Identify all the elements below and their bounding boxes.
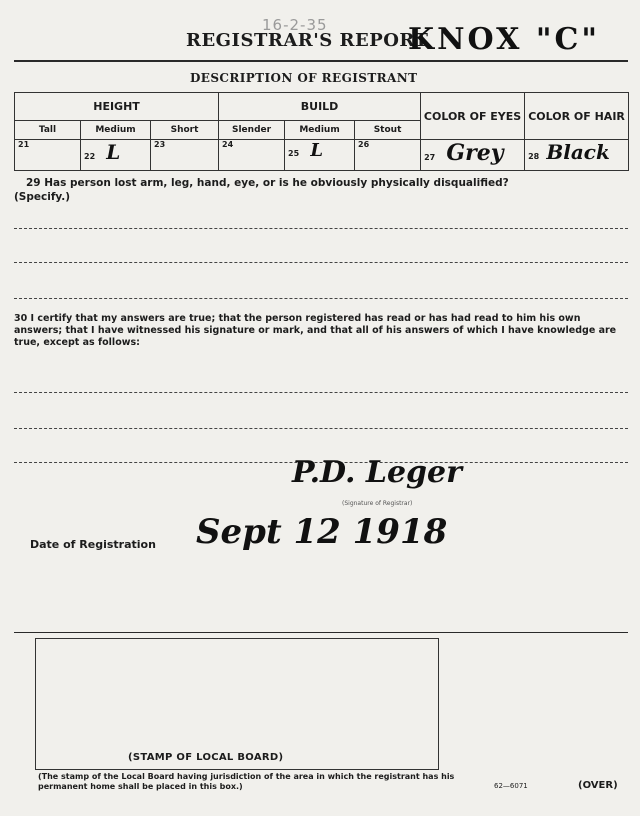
medium-height-answer: L: [106, 140, 121, 164]
question-29-specify: (Specify.): [14, 191, 71, 203]
stamp-label: (STAMP OF LOCAL BOARD): [128, 752, 284, 763]
description-table: [14, 92, 629, 171]
tall-header: Tall: [15, 121, 81, 140]
field-number: 24: [222, 140, 234, 149]
section-title: DESCRIPTION OF REGISTRANT: [190, 71, 418, 85]
hair-color-answer: Black: [546, 140, 610, 164]
eye-color-header: COLOR OF EYES: [421, 93, 525, 140]
stout-cell: [355, 140, 421, 171]
field-number: 27: [424, 153, 436, 162]
over-label: (OVER): [578, 780, 618, 791]
stamp-box: [35, 638, 439, 770]
field-number: 23: [154, 140, 166, 149]
slender-cell: [219, 140, 285, 171]
medium-build-header: Medium: [285, 121, 355, 140]
hair-color-header: COLOR OF HAIR: [525, 93, 629, 140]
tall-cell: [15, 140, 81, 171]
slender-header: Slender: [219, 121, 285, 140]
answer-line: [14, 428, 628, 429]
stamp-number: 16-2-35: [262, 16, 328, 34]
height-header: HEIGHT: [15, 93, 219, 121]
signature-caption: (Signature of Registrar): [342, 500, 413, 507]
short-header: Short: [151, 121, 219, 140]
medium-build-answer: L: [310, 140, 323, 161]
registrant-name-stamp: KNOX "C": [408, 22, 600, 57]
registration-date: Sept 12 1918: [196, 512, 448, 552]
registrar-signature: P.D. Leger: [292, 455, 462, 490]
answer-line: [14, 262, 628, 263]
field-number: 21: [18, 140, 30, 149]
date-label: Date of Registration: [30, 538, 156, 551]
page-title: REGISTRAR'S REPORT: [186, 30, 429, 51]
short-cell: [151, 140, 219, 171]
build-header: BUILD: [219, 93, 421, 121]
eye-color-answer: Grey: [446, 140, 504, 166]
stamp-note: (The stamp of the Local Board having jurisdiction of the area in which the registrant has his permanent home shall be placed in this box.): [38, 772, 455, 791]
stout-header: Stout: [355, 121, 421, 140]
field-number: 28: [528, 152, 540, 161]
form-number: 62—6071: [494, 782, 528, 790]
stamp-rule: [14, 632, 628, 633]
field-number: 26: [358, 140, 370, 149]
answer-line: [14, 228, 628, 229]
question-30: 30 I certify that my answers are true; that the person registered has read or has had read to him his own answers; that I have witnessed his signature or mark, and that all of his answers of which I have knowledge are true, except as follows:: [14, 313, 617, 348]
eye-color-cell: [421, 140, 525, 171]
field-number: 22: [84, 152, 96, 161]
hair-color-cell: [525, 140, 629, 171]
medium-build-cell: [285, 140, 355, 171]
question-29: 29 Has person lost arm, leg, hand, eye, or is he obviously physically disqualified?: [26, 177, 509, 189]
answer-line: [14, 298, 628, 299]
title-rule: [14, 60, 628, 62]
field-number: 25: [288, 149, 300, 158]
answer-line: [14, 392, 628, 393]
medium-height-cell: [81, 140, 151, 171]
medium-height-header: Medium: [81, 121, 151, 140]
